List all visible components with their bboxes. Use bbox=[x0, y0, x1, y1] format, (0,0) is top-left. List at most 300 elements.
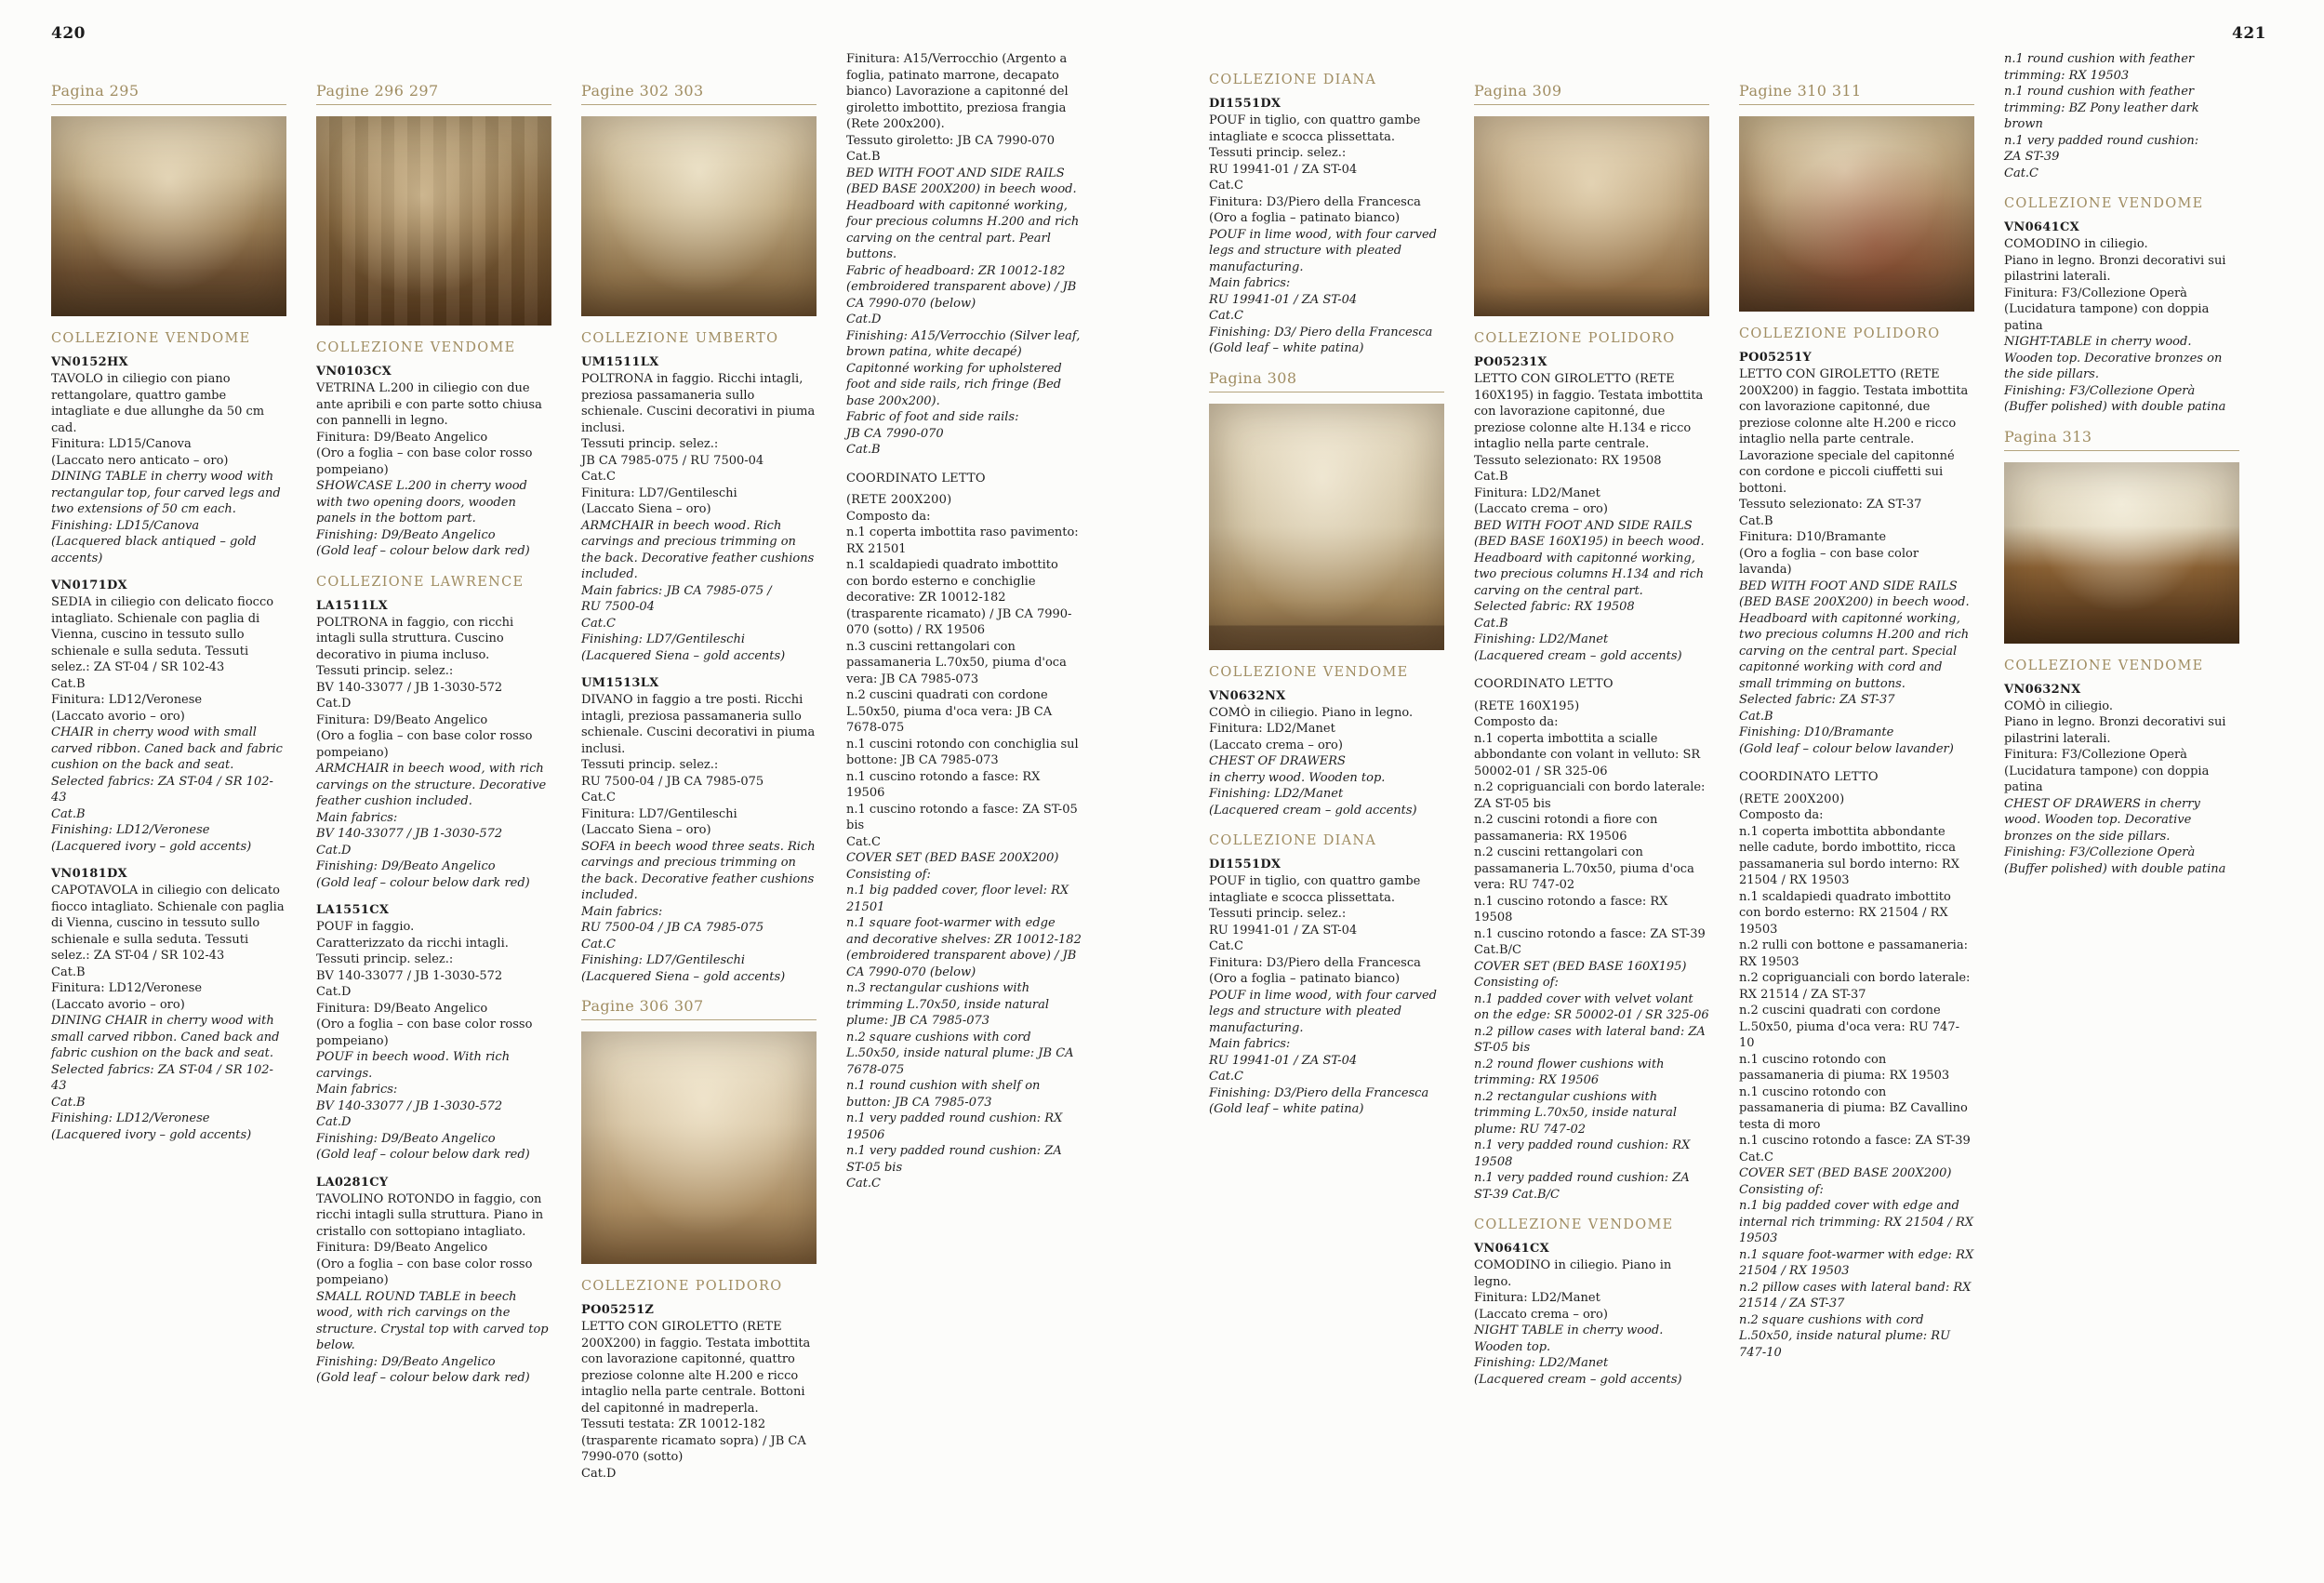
product-entry bbox=[316, 599, 551, 892]
text-line: Finitura: LD7/Gentileschi bbox=[581, 806, 737, 821]
text-line: Cat.D bbox=[316, 1115, 352, 1129]
product-code: LA1511LX bbox=[316, 598, 389, 613]
text-line: n.1 scaldapiedi quadrato imbottito con bordo esterno: RX 21504 / RX 19503 bbox=[1739, 889, 1951, 937]
product-entry bbox=[316, 903, 551, 1164]
product-code: LA0281CY bbox=[316, 1175, 389, 1190]
text-line: BV 140-33077 / JB 1-3030-572 bbox=[316, 827, 503, 841]
text-line: n.1 big padded cover, floor level: RX 21501 bbox=[846, 884, 1069, 914]
showcase-cabinet-photo bbox=[316, 116, 551, 326]
text-line: Finitura: A15/Verrocchio (Argento a foglia, patinato marrone, decapato bianco) Lavorazione a capitonné del giroletto imbottito, preziosa frangia (Rete 200x200). bbox=[846, 52, 1069, 131]
product-code: VN0152HX bbox=[51, 355, 128, 369]
text-line: n.2 cuscini rotondi a fiore con passamaneria: RX 19506 bbox=[1474, 813, 1658, 844]
text-line: Cat.C bbox=[581, 470, 617, 484]
text-line: POUF in faggio. bbox=[316, 920, 415, 934]
text-line: POUF in lime wood, with four carved legs and structure with pleated manufacturing. bbox=[1209, 227, 1437, 274]
text-line: Cat.B/C bbox=[1474, 943, 1521, 957]
text-block bbox=[846, 471, 1082, 1192]
chest-of-drawers-photo-308 bbox=[1209, 404, 1444, 650]
product-code: VN0641CX bbox=[1474, 1242, 1549, 1256]
bedroom-photo-310-311 bbox=[1739, 116, 1974, 312]
collection-heading: COLLEZIONE DIANA bbox=[1209, 833, 1377, 848]
text-line: (Gold leaf – colour below dark red) bbox=[316, 1371, 530, 1385]
page-reference-label: Pagina 295 bbox=[51, 82, 286, 105]
text-line: Finitura: D3/Piero della Francesca bbox=[1209, 194, 1421, 209]
text-line: Tessuti princip. selez.: bbox=[1209, 146, 1347, 160]
text-line: RU 7500-04 / JB CA 7985-075 bbox=[581, 774, 764, 789]
catalog-column-1 bbox=[51, 82, 286, 1155]
text-line: n.1 very padded round cushion: RX 19508 bbox=[1474, 1138, 1691, 1169]
text-line: (Laccato Siena – oro) bbox=[581, 502, 711, 516]
catalog-column-6 bbox=[1474, 82, 1709, 1400]
living-room-photo bbox=[581, 116, 817, 316]
text-line: Consisting of: bbox=[1739, 1182, 1824, 1197]
collection-heading: COLLEZIONE POLIDORO bbox=[581, 1279, 783, 1294]
product-code: VN0171DX bbox=[51, 579, 127, 592]
text-line: Tessuti princip. selez.: bbox=[1209, 907, 1347, 921]
text-line: Cat.B bbox=[1739, 709, 1773, 724]
bedroom-photo-306-307 bbox=[581, 1031, 817, 1264]
text-line: Finitura: LD2/Manet bbox=[1474, 486, 1600, 500]
text-line: (RETE 200X200) bbox=[846, 493, 952, 507]
product-code: DI1551DX bbox=[1209, 97, 1282, 111]
text-line: JB CA 7990-070 bbox=[846, 426, 944, 441]
product-entry bbox=[2004, 220, 2239, 416]
text-line: (Lacquered ivory – gold accents) bbox=[51, 839, 252, 854]
text-line: (Gold leaf – colour below dark red) bbox=[316, 875, 530, 890]
text-line: BED WITH FOOT AND SIDE RAILS (BED BASE 200X200) in beech wood. Headboard with capitonné working, four precious columns H.200 and rich carving on the central part. Pearl buttons. bbox=[846, 166, 1080, 261]
text-line: Finitura: LD15/Canova bbox=[51, 437, 192, 451]
text-line: Finishing: F3/Collezione Operà (Buffer polished) with double patina bbox=[2004, 383, 2226, 414]
text-line: Tessuto selezionato: RX 19508 bbox=[1474, 453, 1662, 468]
text-line: n.2 square cushions with cord L.50x50, inside natural plume: JB CA 7678-075 bbox=[846, 1030, 1074, 1077]
text-line: n.1 round cushion with shelf on button: JB CA 7985-073 bbox=[846, 1079, 1041, 1110]
text-line: Capitonné working for upholstered foot and side rails, rich fringe (Bed base 200x200). bbox=[846, 361, 1062, 408]
product-entry bbox=[1474, 355, 1709, 664]
text-line: Finitura: LD2/Manet bbox=[1474, 1291, 1600, 1305]
text-line: Wooden top. bbox=[1474, 1339, 1551, 1354]
text-line: Finitura: LD2/Manet bbox=[1209, 722, 1335, 736]
text-line: Finitura: D10/Bramante bbox=[1739, 530, 1887, 544]
text-line: Main fabrics: bbox=[1209, 1037, 1291, 1051]
product-entry bbox=[581, 355, 817, 664]
text-line: COVER SET (BED BASE 160X195) bbox=[1474, 959, 1687, 974]
text-line: Cat.B bbox=[51, 964, 86, 979]
page-reference-label: Pagina 313 bbox=[2004, 428, 2239, 451]
text-line: n.2 rulli con bottone e passamaneria: RX 19503 bbox=[1739, 938, 1968, 969]
text-line: Finishing: LD2/Manet bbox=[1474, 1356, 1609, 1370]
page-reference-label: Pagina 308 bbox=[1209, 369, 1444, 392]
product-entry bbox=[581, 676, 817, 985]
text-line: Finishing: D9/Beato Angelico bbox=[316, 859, 496, 873]
product-entry bbox=[316, 365, 551, 560]
text-line: CHEST OF DRAWERS in cherry wood. Wooden top. Decorative bronzes on the side pillars. bbox=[2004, 796, 2200, 844]
text-line: Finishing: D3/Piero della Francesca bbox=[1209, 1085, 1429, 1100]
text-line: Cat.B bbox=[51, 1095, 86, 1110]
text-line: Cat.B bbox=[846, 443, 881, 457]
text-line: Selected fabric: ZA ST-37 bbox=[1739, 693, 1895, 707]
text-line: POUF in beech wood. With rich carvings. bbox=[316, 1050, 511, 1081]
text-line: Finitura: D9/Beato Angelico bbox=[316, 1241, 488, 1255]
text-line: n.3 cuscini rettangolari con passamaneria L.70x50, piuma d'oca vera: JB CA 7985-073 bbox=[846, 639, 1067, 686]
text-line: n.2 cuscini quadrati con cordone L.50x50, piuma d'oca vera: RU 747-10 bbox=[1739, 1004, 1959, 1050]
text-line: Cat.B bbox=[1474, 470, 1508, 484]
text-line: RU 19941-01 / ZA ST-04 bbox=[1209, 292, 1358, 307]
text-line: RU 19941-01 / ZA ST-04 bbox=[1209, 923, 1358, 938]
text-line: Tessuto selezionato: ZA ST-37 bbox=[1739, 498, 1922, 512]
text-line: (Lacquered cream – gold accents) bbox=[1209, 803, 1417, 818]
text-line: Cat.C bbox=[581, 791, 617, 805]
text-line: Finishing: A15/Verrocchio (Silver leaf, brown patina, white decapé) bbox=[846, 328, 1081, 359]
text-line: n.2 round flower cushions with trimming: RX 19506 bbox=[1474, 1057, 1665, 1087]
text-line: n.1 cuscino rotondo a fasce: ZA ST-05 bis bbox=[846, 802, 1078, 832]
text-line: Cat.B bbox=[1739, 513, 1773, 528]
text-line: COVER SET (BED BASE 200X200) bbox=[1739, 1166, 1952, 1180]
text-line: Finishing: D9/Beato Angelico bbox=[316, 1131, 496, 1146]
text-block bbox=[1474, 676, 1709, 1203]
catalog-column-2 bbox=[316, 82, 551, 1399]
catalog-column-3 bbox=[581, 82, 817, 1494]
product-code: PO05251Y bbox=[1739, 351, 1813, 365]
text-line: POUF in lime wood, with four carved legs and structure with pleated manufacturing. bbox=[1209, 988, 1437, 1035]
text-line: Finitura: D9/Beato Angelico bbox=[316, 1001, 488, 1016]
text-line: Cat.C bbox=[1209, 939, 1244, 953]
text-line: Composto da: bbox=[1474, 715, 1559, 729]
text-line: Fabric of foot and side rails: bbox=[846, 410, 1019, 424]
text-line: SEDIA in ciliegio con delicato fiocco intagliato. Schienale con paglia di Vienna, cuscino in tessuto sullo schienale e sulla seduta. Tessuti selez.: ZA ST-04 / SR 102-43 bbox=[51, 595, 274, 674]
text-line: DINING TABLE in cherry wood with rectangular top, four carved legs and two extensions of 50 cm each. bbox=[51, 470, 281, 516]
text-line: n.1 very padded round cushion: ZA ST-05 bis bbox=[846, 1144, 1062, 1175]
text-line: COORDINATO LETTO bbox=[1474, 677, 1614, 691]
collection-heading: COLLEZIONE VENDOME bbox=[51, 331, 251, 346]
collection-heading: COLLEZIONE LAWRENCE bbox=[316, 574, 525, 590]
text-line: SMALL ROUND TABLE in beech wood, with rich carvings on the structure. Crystal top with carved top below. bbox=[316, 1289, 549, 1352]
text-line: Finishing: LD15/Canova bbox=[51, 518, 200, 533]
text-line: Cat.C bbox=[1209, 309, 1244, 323]
text-line: Finitura: F3/Collezione Operà (Lucidatura tampone) con doppia patina bbox=[2004, 286, 2210, 333]
text-line: Cat.D bbox=[316, 697, 352, 711]
text-line: COORDINATO LETTO bbox=[1739, 770, 1879, 784]
text-line: TAVOLO in ciliegio con piano rettangolare, quattro gambe intagliate e due allunghe da 50 cm cad. bbox=[51, 372, 265, 435]
page-reference-label: Pagine 310 311 bbox=[1739, 82, 1974, 105]
text-line: (Laccato crema – oro) bbox=[1474, 502, 1608, 516]
text-line: Cat.B bbox=[51, 676, 86, 691]
text-line: DINING CHAIR in cherry wood with small carved ribbon. Caned back and fabric cushion on the back and seat. Selected fabrics: ZA ST-04 / SR 102-43 bbox=[51, 1014, 280, 1093]
text-line: Finishing: D3/ Piero della Francesca bbox=[1209, 325, 1433, 339]
product-code: VN0632NX bbox=[2004, 682, 2081, 697]
page-reference-label: Pagina 309 bbox=[1474, 82, 1709, 105]
text-line: (Laccato nero anticato – oro) bbox=[51, 453, 229, 468]
text-line: Tessuti princip. selez.: bbox=[316, 952, 454, 966]
catalog-column-4 bbox=[846, 51, 1082, 1204]
text-line: n.1 cuscini rotondo con conchiglia sul bottone: JB CA 7985-073 bbox=[846, 737, 1079, 767]
text-line: (Laccato avorio – oro) bbox=[51, 709, 185, 724]
collection-heading: COLLEZIONE DIANA bbox=[1209, 73, 1377, 87]
text-line: BV 140-33077 / JB 1-3030-572 bbox=[316, 1098, 503, 1113]
text-line: Finishing: LD2/Manet bbox=[1209, 787, 1344, 801]
text-line: Cat.B bbox=[51, 806, 86, 821]
text-line: n.1 square foot-warmer with edge: RX 21504 / RX 19503 bbox=[1739, 1247, 1974, 1278]
collection-heading: COLLEZIONE VENDOME bbox=[2004, 658, 2204, 673]
text-line: (Laccato Siena – oro) bbox=[581, 823, 711, 837]
text-line: n.1 cuscino rotondo a fasce: ZA ST-39 bbox=[1739, 1134, 1971, 1148]
text-line: (Oro a foglia – patinato bianco) bbox=[1209, 211, 1401, 225]
text-line: Finishing: D10/Bramante bbox=[1739, 725, 1894, 739]
product-entry bbox=[316, 1176, 551, 1387]
product-entry bbox=[2004, 683, 2239, 878]
text-line: RU 19941-01 / ZA ST-04 bbox=[1209, 1053, 1358, 1068]
text-line: Caratterizzato da ricchi intagli. bbox=[316, 936, 509, 951]
text-line: SOFA in beech wood three seats. Rich carvings and precious trimming on the back. Decorative feather cushions included. bbox=[581, 839, 816, 902]
text-line: (Laccato crema – oro) bbox=[1474, 1307, 1608, 1322]
text-line: n.2 cuscini quadrati con cordone L.50x50, piuma d'oca vera: JB CA 7678-075 bbox=[846, 688, 1053, 735]
text-line: Finishing: LD7/Gentileschi bbox=[581, 632, 745, 646]
text-line: n.1 padded cover with velvet volant on the edge: SR 50002-01 / SR 325-06 bbox=[1474, 991, 1709, 1022]
text-line: n.1 very padded round cushion: RX 19506 bbox=[846, 1111, 1063, 1142]
page-reference-label: Pagine 306 307 bbox=[581, 997, 817, 1020]
text-line: COVER SET (BED BASE 200X200) bbox=[846, 851, 1059, 865]
text-line: COORDINATO LETTO bbox=[846, 471, 986, 486]
text-line: COMODINO in ciliegio. bbox=[2004, 237, 2148, 251]
product-code: UM1513LX bbox=[581, 676, 659, 690]
collection-heading: COLLEZIONE POLIDORO bbox=[1474, 331, 1676, 346]
text-line: n.2 pillow cases with lateral band: RX 21514 / ZA ST-37 bbox=[1739, 1280, 1972, 1310]
text-line: COMODINO in ciliegio. Piano in legno. bbox=[1474, 1258, 1672, 1289]
text-line: n.2 pillow cases with lateral band: ZA ST-05 bis bbox=[1474, 1024, 1706, 1055]
text-line: n.2 square cushions with cord L.50x50, inside natural plume: RU 747-10 bbox=[1739, 1312, 1951, 1360]
text-line: Finitura: LD12/Veronese bbox=[51, 981, 203, 995]
product-entry bbox=[1209, 858, 1444, 1118]
product-code: LA1551CX bbox=[316, 903, 390, 917]
text-block bbox=[2004, 51, 2239, 181]
text-line: COMÒ in ciliegio. Piano in legno. bbox=[1209, 705, 1414, 720]
text-line: NIGHT-TABLE in cherry wood. Wooden top. Decorative bronzes on the side pillars. bbox=[2004, 335, 2223, 381]
text-line: Cat.C bbox=[581, 937, 617, 951]
text-line: Tessuti princip. selez.: bbox=[581, 758, 719, 772]
text-line: Main fabrics: bbox=[581, 904, 663, 919]
text-line: POUF in tiglio, con quattro gambe intagliate e scocca plissettata. bbox=[1209, 113, 1421, 144]
text-line: n.1 cuscino rotondo a fasce: ZA ST-39 bbox=[1474, 926, 1706, 941]
text-line: POUF in tiglio, con quattro gambe intagliate e scocca plissettata. bbox=[1209, 874, 1421, 905]
text-line: Main fabrics: bbox=[1209, 276, 1291, 290]
text-line: LETTO CON GIROLETTO (RETE 160X195) in faggio. Testata imbottita con lavorazione capitonné, due preziose colonne alte H.134 e ricco intaglio nella parte centrale. bbox=[1474, 372, 1704, 451]
text-line: Main fabrics: bbox=[316, 810, 398, 825]
text-line: BV 140-33077 / JB 1-3030-572 bbox=[316, 968, 503, 983]
text-line: (Gold leaf – colour below dark red) bbox=[316, 1148, 530, 1162]
collection-heading: COLLEZIONE UMBERTO bbox=[581, 331, 779, 346]
text-line: (Oro a foglia – con base color rosso pompeiano) bbox=[316, 1018, 533, 1048]
collection-heading: COLLEZIONE VENDOME bbox=[316, 340, 516, 355]
page-reference-label: Pagine 302 303 bbox=[581, 82, 817, 105]
text-line: Tessuti princip. selez.: bbox=[581, 437, 719, 451]
text-line: Cat.C bbox=[1209, 179, 1244, 193]
text-line: BED WITH FOOT AND SIDE RAILS (BED BASE 160X195) in beech wood. Headboard with capitonné working, two precious columns H.134 and rich carving on the central part. bbox=[1474, 518, 1705, 598]
text-line: CHAIR in cherry wood with small carved ribbon. Caned back and fabric cushion on the back and seat. Selected fabrics: ZA ST-04 / SR 102-43 bbox=[51, 725, 283, 805]
text-line: POLTRONA in faggio, con ricchi intagli sulla struttura. Cuscino decorativo in piuma incluso. bbox=[316, 615, 514, 662]
product-code: VN0103CX bbox=[316, 365, 392, 379]
text-line: TAVOLINO ROTONDO in faggio, con ricchi intagli sulla struttura. Piano in cristallo con sottopiano intagliato. bbox=[316, 1191, 544, 1239]
text-line: n.1 round cushion with feather trimming: BZ Pony leather dark brown bbox=[2004, 85, 2199, 131]
text-line: Piano in legno. Bronzi decorativi sui pilastrini laterali. bbox=[2004, 715, 2226, 746]
text-line: (Lacquered cream – gold accents) bbox=[1474, 648, 1682, 663]
text-line: RU 19941-01 / ZA ST-04 bbox=[1209, 162, 1358, 177]
text-line: Finishing: D9/Beato Angelico bbox=[316, 1354, 496, 1369]
text-line: (Gold leaf – colour below lavander) bbox=[1739, 741, 1954, 756]
text-line: (Lacquered black antiqued – gold accents) bbox=[51, 535, 257, 565]
product-entry bbox=[51, 579, 286, 855]
text-line: DIVANO in faggio a tre posti. Ricchi intagli, preziosa passamaneria sullo schienale. Cuscini decorativi in piuma inclusi. bbox=[581, 693, 816, 756]
text-line: ARMCHAIR in beech wood. Rich carvings and precious trimming on the back. Decorative feather cushions included. bbox=[581, 518, 815, 581]
product-entry bbox=[1474, 1242, 1709, 1388]
text-line: n.1 cuscino rotondo a fasce: RX 19506 bbox=[846, 769, 1041, 800]
product-code: UM1511LX bbox=[581, 355, 659, 369]
text-line: Cat.B bbox=[846, 150, 881, 164]
product-entry bbox=[581, 1303, 817, 1482]
text-line: n.1 cuscino rotondo a fasce: RX 19508 bbox=[1474, 894, 1668, 925]
text-line: Consisting of: bbox=[1474, 976, 1559, 990]
text-line: Cat.C bbox=[1739, 1150, 1774, 1164]
text-line: Finishing: LD12/Veronese bbox=[51, 1111, 210, 1125]
catalog-column-7 bbox=[1739, 82, 1974, 1373]
text-line: Tessuti testata: ZR 10012-182 (trasparente ricamato sopra) / JB CA 7990-070 (sotto) bbox=[581, 1417, 806, 1464]
text-line: in cherry wood. Wooden top. bbox=[1209, 770, 1386, 785]
text-line: POLTRONA in faggio. Ricchi intagli, preziosa passamaneria sullo schienale. Cuscini decorativi in piuma inclusi. bbox=[581, 372, 816, 435]
text-line: Finitura: D3/Piero della Francesca bbox=[1209, 955, 1421, 970]
text-line: (Lacquered Siena – gold accents) bbox=[581, 969, 786, 984]
text-line: (Oro a foglia – con base color rosso pompeiano) bbox=[316, 446, 533, 477]
text-line: Finishing: F3/Collezione Operà (Buffer polished) with double patina bbox=[2004, 845, 2226, 876]
text-line: (Lacquered ivory – gold accents) bbox=[51, 1127, 252, 1142]
product-code: VN0641CX bbox=[2004, 220, 2079, 234]
text-line: (Lacquered cream – gold accents) bbox=[1474, 1372, 1682, 1387]
text-line: Cat.C bbox=[581, 616, 617, 631]
text-line: Finitura: D9/Beato Angelico bbox=[316, 430, 488, 445]
text-line: n.2 rectangular cushions with trimming L.70x50, inside natural plume: RU 747-02 bbox=[1474, 1089, 1678, 1137]
text-line: Finishing: D9/Beato Angelico bbox=[316, 527, 496, 542]
text-line: (Lacquered Siena – gold accents) bbox=[581, 648, 786, 663]
text-line: Tessuti princip. selez.: bbox=[316, 664, 454, 678]
bedroom-photo-309 bbox=[1474, 116, 1709, 316]
text-line: n.2 copriguanciali con bordo laterale: ZA ST-05 bis bbox=[1474, 780, 1706, 811]
text-line: Cat.C bbox=[1209, 1070, 1244, 1084]
commode-photo-313 bbox=[2004, 462, 2239, 644]
text-line: ZA ST-39 bbox=[2004, 150, 2060, 164]
text-line: Cat.D bbox=[581, 1466, 617, 1481]
text-line: Finishing: LD7/Gentileschi bbox=[581, 953, 745, 967]
text-line: (Laccato avorio – oro) bbox=[51, 997, 185, 1012]
text-line: BV 140-33077 / JB 1-3030-572 bbox=[316, 680, 503, 695]
text-line: Finitura: LD12/Veronese bbox=[51, 693, 203, 707]
text-line: Tessuto giroletto: JB CA 7990-070 bbox=[846, 133, 1056, 148]
text-line: LETTO CON GIROLETTO (RETE 200X200) in faggio. Testata imbottita con lavorazione capitonné, due preziose colonne alte H.200 e ricco intaglio nella parte centrale. Lavorazione speciale del capitonné con cordone e piccoli ciuffetti sui bottoni. bbox=[1739, 367, 1969, 496]
text-line: Finitura: LD7/Gentileschi bbox=[581, 486, 737, 500]
text-block bbox=[846, 51, 1082, 459]
text-line: (Gold leaf – white patina) bbox=[1209, 341, 1364, 355]
text-line: Cat.C bbox=[2004, 166, 2039, 180]
text-line: n.1 very padded round cushion: ZA ST-39 Cat.B/C bbox=[1474, 1171, 1690, 1202]
text-line: Cat.D bbox=[846, 313, 882, 326]
text-line: n.3 rectangular cushions with trimming L.70x50, inside natural plume: JB CA 7985-073 bbox=[846, 981, 1050, 1028]
text-line: Main fabrics: bbox=[316, 1083, 398, 1097]
text-line: Finitura: D9/Beato Angelico bbox=[316, 712, 488, 727]
text-line: Finishing: LD12/Veronese bbox=[51, 823, 210, 837]
text-line: n.1 scaldapiedi quadrato imbottito con bordo esterno e conchiglie decorative: ZR 10012-182 (trasparente ricamato) / JB CA 7990-070 (sotto) / RX 19506 bbox=[846, 558, 1072, 637]
product-entry bbox=[1209, 97, 1444, 357]
text-line: Finitura: F3/Collezione Operà (Lucidatura tampone) con doppia patina bbox=[2004, 748, 2210, 794]
product-entry bbox=[51, 355, 286, 566]
text-line: n.1 cuscino rotondo con passamaneria di piuma: BZ Cavallino testa di moro bbox=[1739, 1084, 1968, 1132]
text-line: n.1 cuscino rotondo con passamaneria di piuma: RX 19503 bbox=[1739, 1052, 1950, 1083]
catalog-column-8 bbox=[2004, 51, 2239, 889]
text-line: (Laccato crema – oro) bbox=[1209, 738, 1343, 752]
text-line: (Gold leaf – colour below dark red) bbox=[316, 544, 530, 558]
text-line: Piano in legno. Bronzi decorativi sui pilastrini laterali. bbox=[2004, 253, 2226, 284]
page-number-left: 420 bbox=[51, 24, 86, 43]
text-line: LETTO CON GIROLETTO (RETE 200X200) in faggio. Testata imbottita con lavorazione capitonné, quattro preziose colonne alte H.200 e ricco intaglio nella parte centrale. Bottoni del capitonné in madreperla. bbox=[581, 1320, 811, 1416]
text-line: CHEST OF DRAWERS bbox=[1209, 754, 1346, 768]
text-line: Consisting of: bbox=[846, 867, 931, 882]
text-line: n.1 coperta imbottita a scialle abbondante con volant in velluto: SR 50002-01 / SR 325-06 bbox=[1474, 731, 1701, 778]
text-line: RU 7500-04 bbox=[581, 600, 655, 614]
text-line: (Oro a foglia – con base color rosso pompeiano) bbox=[316, 1257, 533, 1287]
text-line: (Gold leaf – white patina) bbox=[1209, 1102, 1364, 1116]
text-line: Cat.C bbox=[846, 1177, 882, 1191]
text-line: CAPOTAVOLA in ciliegio con delicato fiocco intagliato. Schienale con paglia di Vienna, cuscino in tessuto sullo schienale e sulla seduta. Tessuti selez.: ZA ST-04 / SR 102-43 bbox=[51, 884, 285, 963]
text-line: Cat.B bbox=[1474, 616, 1508, 631]
text-line: VETRINA L.200 in ciliegio con due ante apribili e con parte sotto chiusa con pannelli in legno. bbox=[316, 381, 542, 428]
text-line: Cat.D bbox=[316, 985, 352, 999]
text-line: ARMCHAIR in beech wood, with rich carvings on the structure. Decorative feather cushion included. bbox=[316, 762, 547, 808]
text-line: n.2 copriguanciali con bordo laterale: RX 21514 / ZA ST-37 bbox=[1739, 971, 1971, 1002]
page-reference-label: Pagine 296 297 bbox=[316, 82, 551, 105]
text-line: n.2 cuscini rettangolari con passamaneria L.70x50, piuma d'oca vera: RU 747-02 bbox=[1474, 845, 1694, 892]
text-line: (Oro a foglia – con base color rosso pompeiano) bbox=[316, 729, 533, 760]
product-entry bbox=[1209, 689, 1444, 819]
text-line: Cat.C bbox=[846, 834, 882, 849]
text-line: BED WITH FOOT AND SIDE RAILS (BED BASE 200X200) in beech wood. Headboard with capitonné working, two precious columns H.200 and rich carving on the central part. Special capitonné working with cord and small trimming on buttons. bbox=[1739, 579, 1970, 691]
collection-heading: COLLEZIONE VENDOME bbox=[1209, 664, 1409, 680]
text-line: n.1 coperta imbottita raso pavimento: RX 21501 bbox=[846, 525, 1079, 556]
text-line: n.1 round cushion with feather trimming: RX 19503 bbox=[2004, 52, 2195, 83]
text-line: Cat.D bbox=[316, 843, 352, 858]
text-block bbox=[1739, 769, 1974, 1361]
product-code: PO05251Z bbox=[581, 1303, 655, 1317]
text-line: NIGHT TABLE in cherry wood. bbox=[1474, 1324, 1664, 1337]
text-line: SHOWCASE L.200 in cherry wood with two opening doors, wooden panels in the bottom part. bbox=[316, 479, 527, 525]
collection-heading: COLLEZIONE POLIDORO bbox=[1739, 326, 1941, 341]
product-entry bbox=[1739, 351, 1974, 757]
product-code: DI1551DX bbox=[1209, 858, 1282, 871]
text-line: Finishing: LD2/Manet bbox=[1474, 632, 1609, 646]
text-line: n.1 very padded round cushion: bbox=[2004, 133, 2199, 148]
dining-room-photo bbox=[51, 116, 286, 316]
text-line: n.1 coperta imbottita abbondante nelle cadute, bordo imbottito, ricca passamaneria sul bordo interno: RX 21504 / RX 19503 bbox=[1739, 824, 1959, 887]
text-line: COMÒ in ciliegio. bbox=[2004, 698, 2114, 713]
text-line: Composto da: bbox=[846, 509, 931, 524]
text-line: Selected fabric: RX 19508 bbox=[1474, 600, 1635, 614]
page-number-right: 421 bbox=[2232, 24, 2266, 43]
text-line: Fabric of headboard: ZR 10012-182 (embroidered transparent above) / JB CA 7990-070 (below) bbox=[846, 263, 1077, 311]
product-code: PO05231X bbox=[1474, 355, 1547, 369]
catalog-column-5 bbox=[1209, 58, 1444, 1130]
text-line: (RETE 200X200) bbox=[1739, 792, 1845, 806]
text-line: (RETE 160X195) bbox=[1474, 698, 1580, 713]
text-line: (Oro a foglia – con base color lavanda) bbox=[1739, 546, 1919, 577]
text-line: (Oro a foglia – patinato bianco) bbox=[1209, 972, 1401, 986]
product-code: VN0181DX bbox=[51, 867, 127, 881]
product-entry bbox=[51, 867, 286, 1143]
text-line: n.1 square foot-warmer with edge and decorative shelves: ZR 10012-182 (embroidered transparent above) / JB CA 7990-070 (below) bbox=[846, 916, 1082, 979]
text-line: RU 7500-04 / JB CA 7985-075 bbox=[581, 921, 764, 935]
